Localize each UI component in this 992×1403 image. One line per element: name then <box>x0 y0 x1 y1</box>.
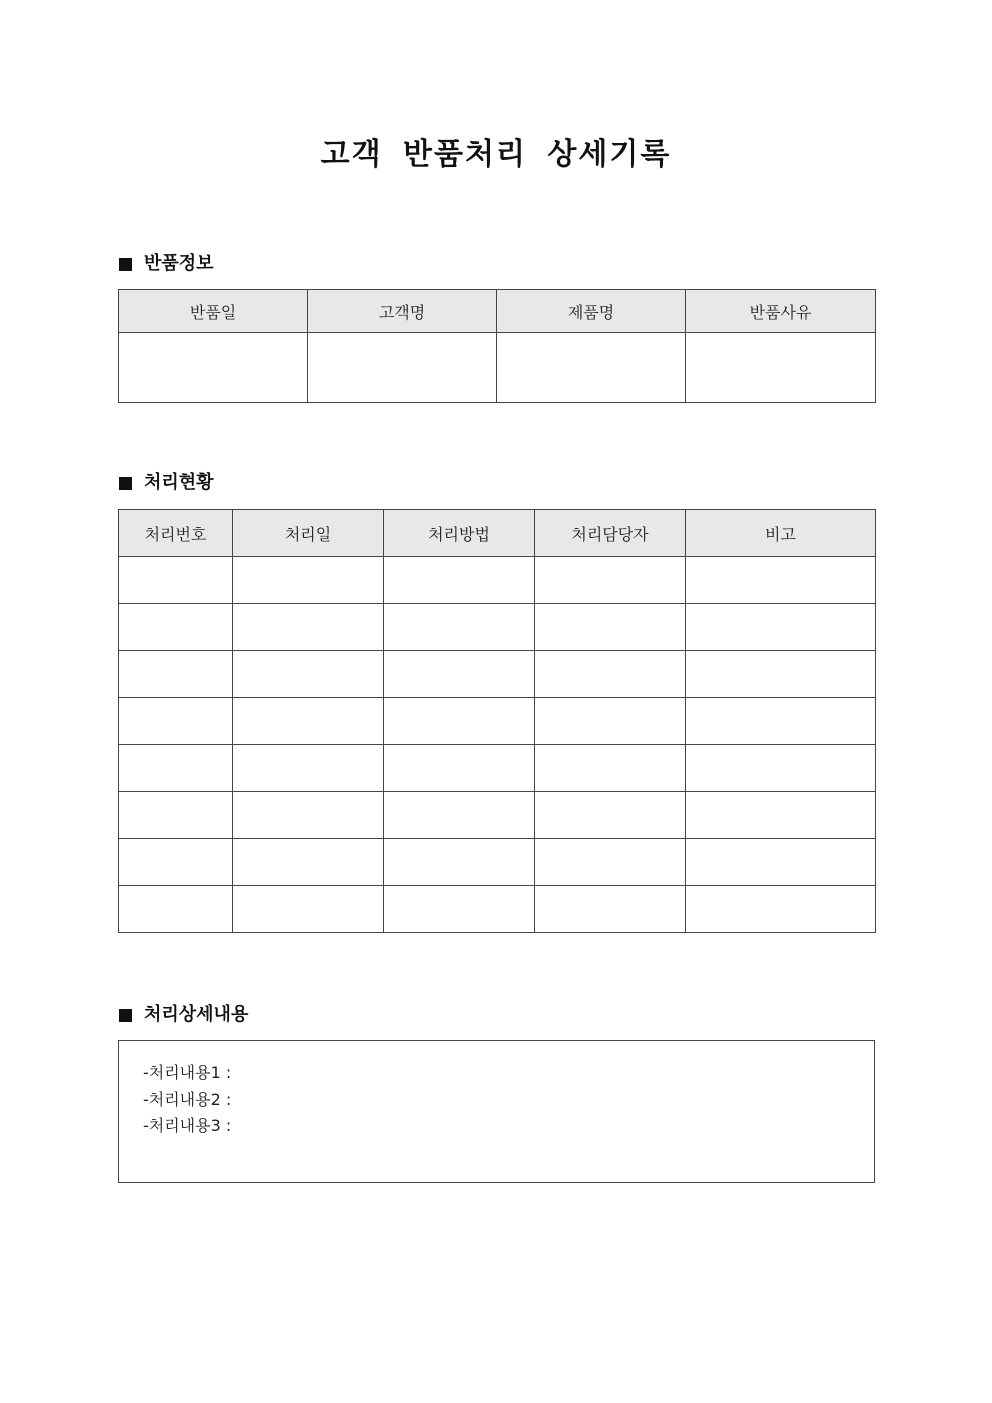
table-cell[interactable] <box>686 698 876 745</box>
table-row <box>119 839 876 886</box>
process-detail-lines <box>143 1060 231 1140</box>
table-cell[interactable] <box>233 698 384 745</box>
column-header-return-reason: 반품사유 <box>686 290 876 333</box>
table-cell[interactable] <box>119 792 233 839</box>
table-cell[interactable] <box>686 604 876 651</box>
return-info-heading <box>119 251 214 277</box>
column-header-process-date: 처리일 <box>233 510 384 557</box>
square-bullet-icon <box>119 258 132 271</box>
column-header-process-method: 처리방법 <box>384 510 535 557</box>
return-info-heading-text: 반품정보 <box>144 253 214 274</box>
return-info-table <box>118 289 876 403</box>
process-detail-line-1: -처리내용1 : <box>143 1063 232 1082</box>
table-cell[interactable] <box>233 651 384 698</box>
process-detail-line-3: -처리내용3 : <box>143 1116 232 1135</box>
document-title: 고객 반품처리 상세기록 <box>320 137 672 172</box>
table-cell[interactable] <box>119 651 233 698</box>
process-status-body <box>119 557 876 933</box>
return-date-cell[interactable] <box>119 333 308 403</box>
table-cell[interactable] <box>233 792 384 839</box>
process-detail-line-2: -처리내용2 : <box>143 1089 232 1109</box>
table-row <box>119 651 876 698</box>
table-cell[interactable] <box>384 745 535 792</box>
table-cell[interactable] <box>233 745 384 792</box>
process-status-table <box>118 509 876 933</box>
table-cell[interactable] <box>535 698 686 745</box>
table-cell[interactable] <box>535 604 686 651</box>
table-row <box>119 557 876 604</box>
table-cell[interactable] <box>233 886 384 933</box>
table-cell[interactable] <box>119 698 233 745</box>
table-cell[interactable] <box>119 604 233 651</box>
process-status-heading <box>119 470 214 496</box>
table-row <box>119 792 876 839</box>
process-status-header-row <box>119 510 876 557</box>
product-name-cell[interactable] <box>497 333 686 403</box>
table-cell[interactable] <box>384 792 535 839</box>
return-reason-cell[interactable] <box>686 333 876 403</box>
table-row <box>119 604 876 651</box>
table-row <box>119 333 876 403</box>
table-cell[interactable] <box>686 886 876 933</box>
table-cell[interactable] <box>233 839 384 886</box>
table-row <box>119 698 876 745</box>
table-cell[interactable] <box>535 745 686 792</box>
process-detail-box[interactable] <box>118 1040 875 1183</box>
table-cell[interactable] <box>535 557 686 604</box>
table-cell[interactable] <box>119 745 233 792</box>
table-cell[interactable] <box>384 604 535 651</box>
table-cell[interactable] <box>119 886 233 933</box>
table-cell[interactable] <box>686 792 876 839</box>
column-header-process-manager: 처리담당자 <box>535 510 686 557</box>
table-row <box>119 745 876 792</box>
table-cell[interactable] <box>233 604 384 651</box>
table-cell[interactable] <box>686 651 876 698</box>
customer-name-cell[interactable] <box>308 333 497 403</box>
return-info-header-row <box>119 290 876 333</box>
column-header-process-number: 처리번호 <box>119 510 233 557</box>
process-detail-heading-text: 처리상세내용 <box>144 1004 249 1025</box>
column-header-remarks: 비고 <box>686 510 876 557</box>
table-cell[interactable] <box>686 745 876 792</box>
table-cell[interactable] <box>384 839 535 886</box>
table-cell[interactable] <box>384 698 535 745</box>
column-header-return-date: 반품일 <box>119 290 308 333</box>
column-header-product-name: 제품명 <box>497 290 686 333</box>
process-status-heading-text: 처리현황 <box>144 472 214 493</box>
table-cell[interactable] <box>686 557 876 604</box>
table-cell[interactable] <box>384 651 535 698</box>
table-cell[interactable] <box>233 557 384 604</box>
table-cell[interactable] <box>384 557 535 604</box>
table-cell[interactable] <box>119 839 233 886</box>
table-row <box>119 886 876 933</box>
square-bullet-icon <box>119 477 132 490</box>
table-cell[interactable] <box>686 839 876 886</box>
square-bullet-icon <box>119 1009 132 1022</box>
table-cell[interactable] <box>119 557 233 604</box>
table-cell[interactable] <box>384 886 535 933</box>
table-cell[interactable] <box>535 651 686 698</box>
column-header-customer-name: 고객명 <box>308 290 497 333</box>
table-cell[interactable] <box>535 886 686 933</box>
process-detail-heading <box>119 1002 248 1028</box>
table-cell[interactable] <box>535 792 686 839</box>
table-cell[interactable] <box>535 839 686 886</box>
